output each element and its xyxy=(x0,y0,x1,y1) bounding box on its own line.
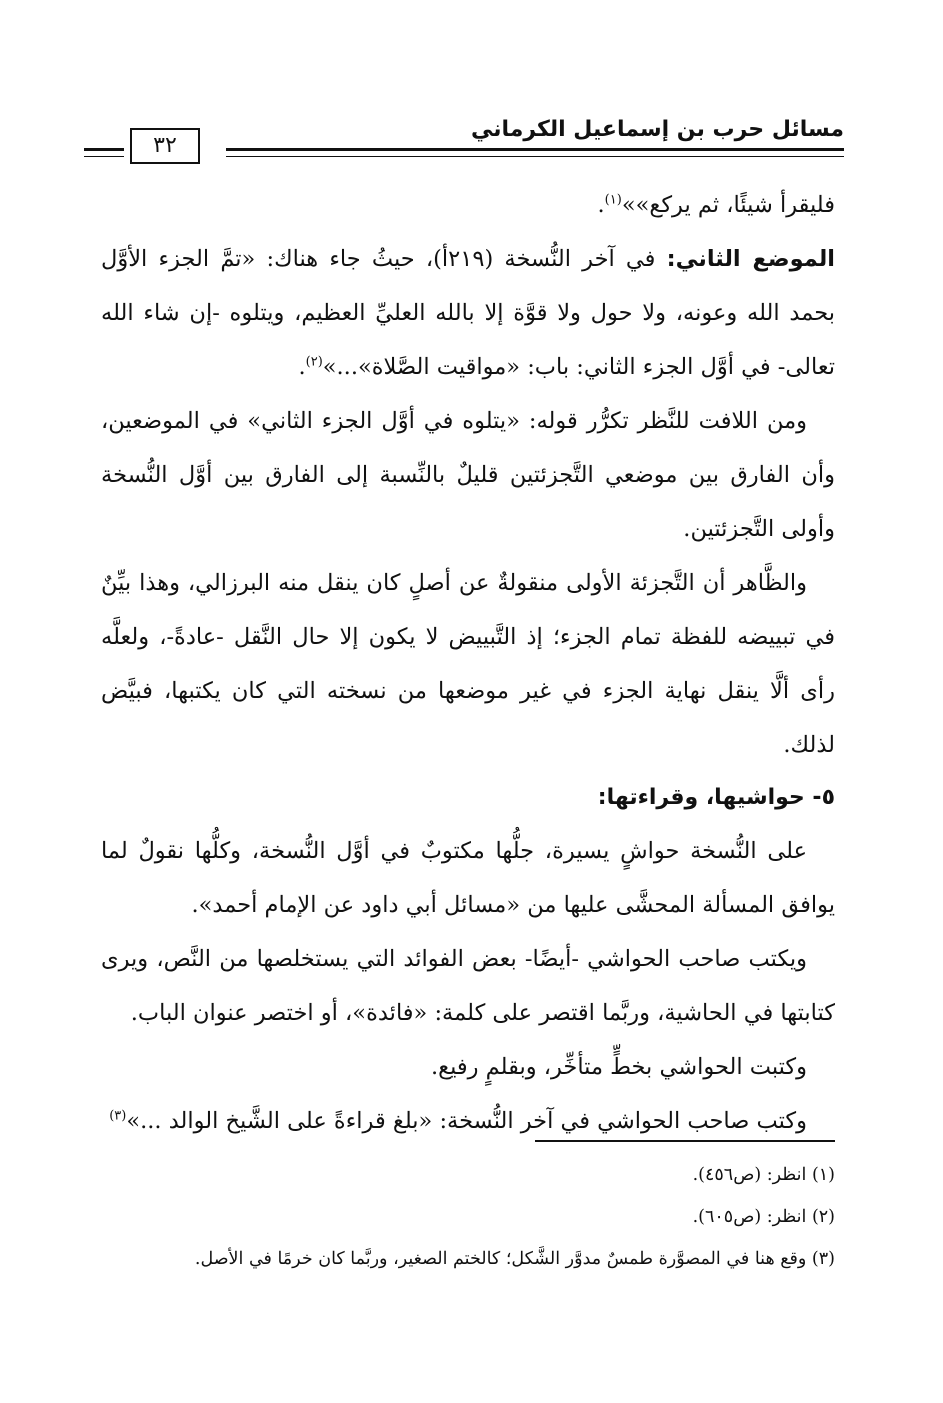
page-number: ٣٢ xyxy=(130,128,200,164)
footnote-separator xyxy=(535,1140,835,1142)
paragraph xyxy=(101,178,835,232)
footnote: (٣) وقع هنا في المصوَّرة طمسٌ مدوَّر الشَّكل؛ كالختم الصغير، وربَّما كان خرمًا في الأصل. xyxy=(194,1249,835,1269)
paragraph: وكتبت الحواشي بخطٍّ متأخِّر، وبقلمٍ رفيع. xyxy=(430,1054,807,1080)
paragraph-text: وكتب صاحب الحواشي في آخر النُّسخة: «بلغ قراءةً على الشَّيخ الوالد ...» xyxy=(126,1108,807,1134)
section-heading: ٥- حواشيها، وقراءتها: xyxy=(597,785,835,810)
footnote-ref: (٢) xyxy=(305,354,323,370)
paragraph-lead: الموضع الثاني: xyxy=(666,246,835,272)
footnote-ref: (١) xyxy=(604,192,622,208)
paragraph-text: فليقرأ شيئًا، ثم يركع»» xyxy=(621,192,835,218)
header-rule xyxy=(226,148,844,157)
paragraph-text: في آخر النُّسخة (٢١٩أ)، حيثُ جاء هناك: «تمَّ الجزء الأوَّل بحمد الله وعونه، ولا حول ولا قوَّة إلا بالله العليِّ العظيم، ويتلوه -إن شاء الله تعالى- في أوَّل الجزء الثاني: باب: «مواقيت الصَّلاة»...» xyxy=(101,246,835,380)
paragraph: ومن اللافت للنَّظر تكرُّر قوله: «يتلوه في أوَّل الجزء الثاني» في الموضعين، وأن الفارق بين موضعي التَّجزئتين قليلٌ بالنِّسبة إلى الفارق بين أوَّل النُّسخة وأولى التَّجزئتين. xyxy=(101,408,835,542)
footnotes xyxy=(101,1154,835,1280)
paragraph xyxy=(101,232,835,394)
footnote: (١) انظر: (ص٤٥٦). xyxy=(692,1165,835,1185)
header-rule-tab xyxy=(84,148,124,157)
footnote-ref: (٣) xyxy=(109,1108,127,1124)
book-title: مسائل حرب بن إسماعيل الكرماني xyxy=(470,117,844,142)
paragraph-end: . xyxy=(298,354,306,380)
main-text xyxy=(101,178,835,1148)
paragraph: على النُّسخة حواشٍ يسيرة، جلُّها مكتوبٌ في أوَّل النُّسخة، وكلُّها نقولٌ لما يوافق المسألة المحشَّى عليها من «مسائل أبي داود عن الإمام أحمد». xyxy=(101,838,835,918)
paragraph: ويكتب صاحب الحواشي -أيضًا- بعض الفوائد التي يستخلصها من النَّص، ويرى كتابتها في الحاشية، وربَّما اقتصر على كلمة: «فائدة»، أو اختصر عنوان الباب. xyxy=(101,946,835,1026)
footnote: (٢) انظر: (ص٦٠٥). xyxy=(692,1207,835,1227)
running-header xyxy=(84,112,844,160)
paragraph: والظَّاهر أن التَّجزئة الأولى منقولةٌ عن أصلٍ كان ينقل منه البرزالي، وهذا بيِّنٌ في تبييضه للفظة تمام الجزء؛ إذ التَّبييض لا يكون إلا حال النَّقل -عادةً-، ولعلَّه رأى ألَّا ينقل نهاية الجزء في غير موضعها من نسخته التي كان يكتبها، فبيَّض لذلك. xyxy=(101,570,835,758)
paragraph-end: . xyxy=(597,192,605,218)
